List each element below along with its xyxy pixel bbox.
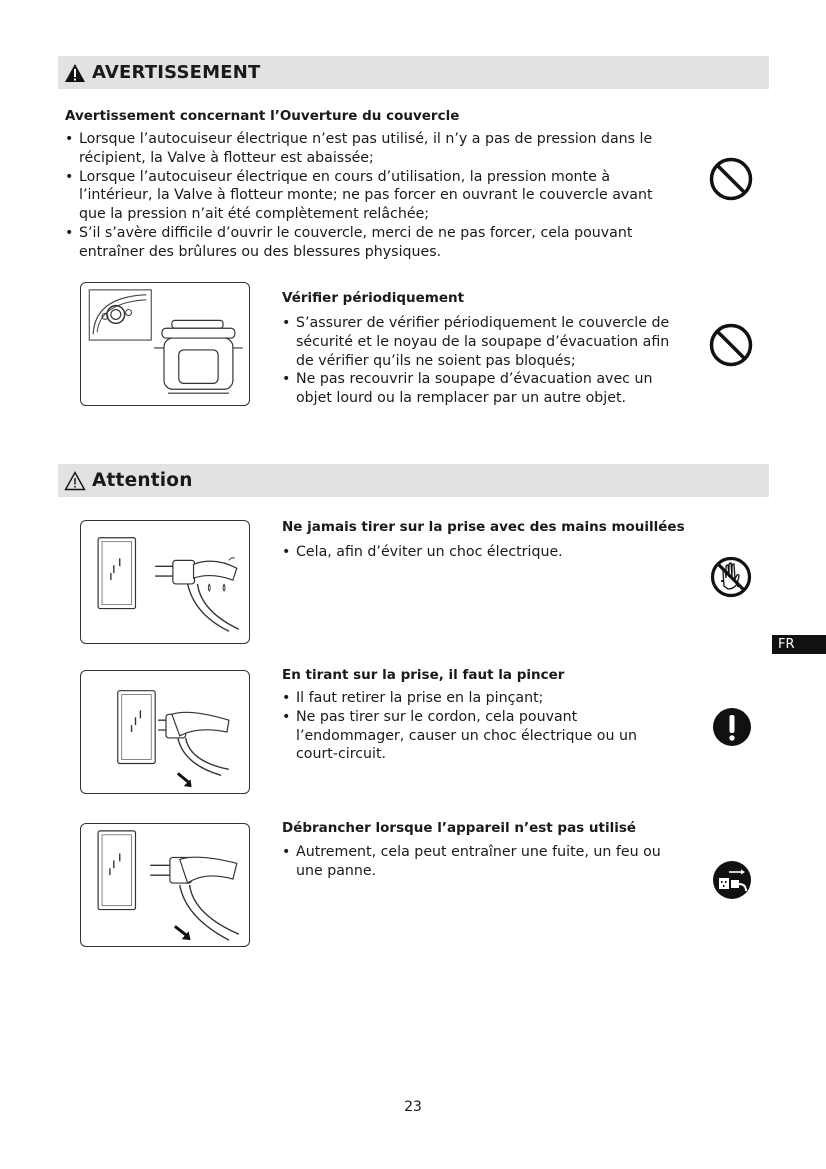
periodic-check-list <box>282 314 682 408</box>
pinch-plug-subtitle: En tirant sur la prise, il faut la pincer <box>282 667 565 683</box>
warning-title: AVERTISSEMENT <box>92 62 261 83</box>
attention-header <box>58 464 769 497</box>
prohibition-icon <box>709 323 753 367</box>
unplug-icon <box>712 860 752 900</box>
cooker-illustration <box>80 282 250 406</box>
list-item: • Autrement, cela peut entraîner une fuite, un feu ou une panne. <box>282 843 682 881</box>
lid-opening-list <box>65 130 677 262</box>
list-item: • Cela, afin d’éviter un choc électrique. <box>282 543 682 562</box>
wet-hands-plug-illustration <box>80 520 250 644</box>
warning-triangle-icon <box>64 63 86 83</box>
list-item: • Ne pas tirer sur le cordon, cela pouvant l’endommager, causer un choc électrique ou un court-circuit. <box>282 708 682 764</box>
periodic-check-subtitle: Vérifier périodiquement <box>282 290 465 306</box>
list-item: • S’il s’avère difficile d’ouvrir le couvercle, merci de ne pas forcer, cela pouvant entraîner des brûlures ou des blessures physiques. <box>65 224 677 262</box>
list-item: • Il faut retirer la prise en la pinçant; <box>282 689 682 708</box>
unplug-list <box>282 843 682 881</box>
wet-hands-subtitle: Ne jamais tirer sur la prise avec des mains mouillées <box>282 519 685 535</box>
language-tab: FR <box>772 635 826 654</box>
unplug-subtitle: Débrancher lorsque l’appareil n’est pas utilisé <box>282 820 637 836</box>
prohibition-icon <box>709 157 753 201</box>
mandatory-exclamation-icon <box>712 707 752 747</box>
warning-header <box>58 56 769 89</box>
list-item: • Lorsque l’autocuiseur électrique en cours d’utilisation, la pression monte à l’intérieur, la Valve à flotteur monte; ne pas forcer en ouvrant le couvercle avant que la pression n’ait été complètement relâchée; <box>65 168 677 224</box>
list-item: • Lorsque l’autocuiseur électrique n’est pas utilisé, il n’y a pas de pression dans le récipient, la Valve à flotteur est abaissée; <box>65 130 677 168</box>
unplug-illustration <box>80 823 250 947</box>
no-wet-hands-icon <box>710 556 752 598</box>
page-number: 23 <box>404 1099 422 1115</box>
pinch-plug-illustration <box>80 670 250 794</box>
list-item: • S’assurer de vérifier périodiquement le couvercle de sécurité et le noyau de la soupape d’évacuation afin de vérifier qu’ils ne soient pas bloqués; <box>282 314 682 370</box>
wet-hands-list <box>282 543 682 562</box>
lid-opening-subtitle: Avertissement concernant l’Ouverture du couvercle <box>65 108 460 124</box>
attention-title: Attention <box>92 470 193 491</box>
caution-triangle-icon <box>64 471 86 491</box>
pinch-plug-list <box>282 689 682 764</box>
list-item: • Ne pas recouvrir la soupape d’évacuation avec un objet lourd ou la remplacer par un autre objet. <box>282 370 682 408</box>
